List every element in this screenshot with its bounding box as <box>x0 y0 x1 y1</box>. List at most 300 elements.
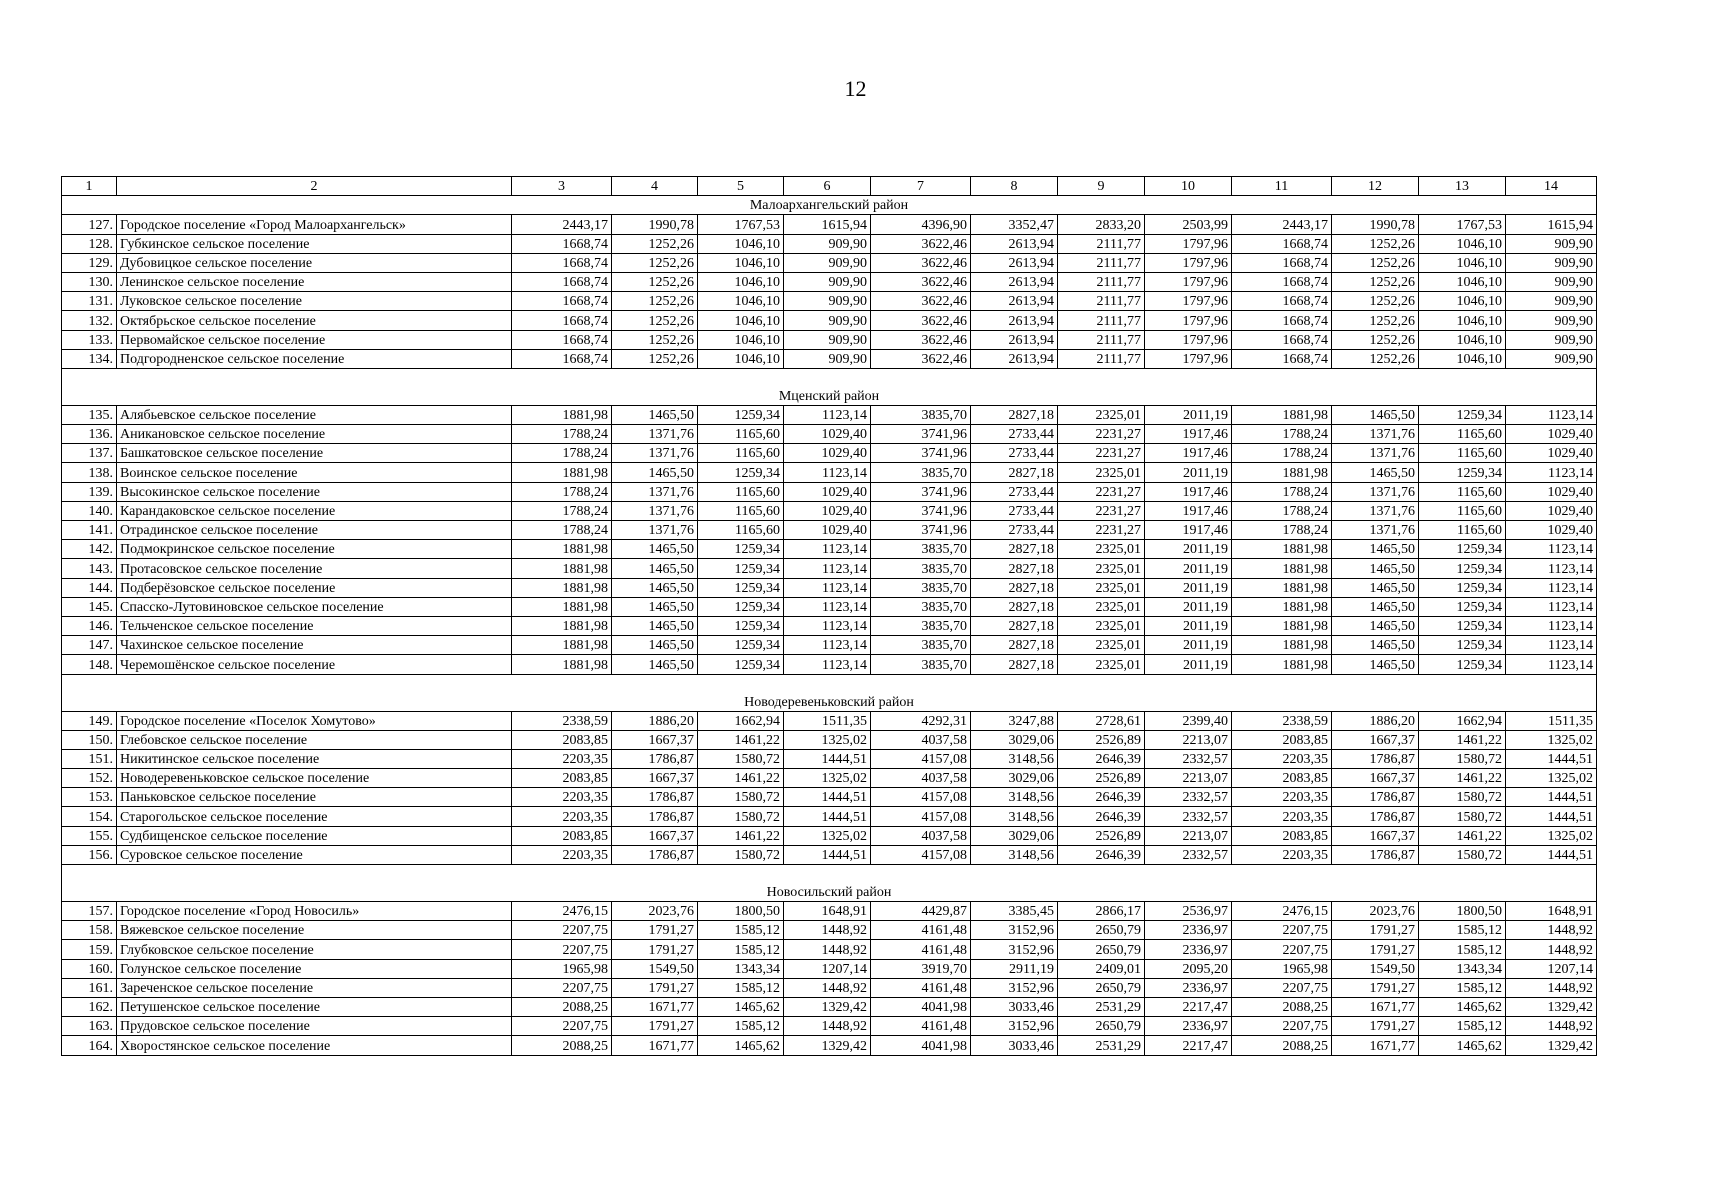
settlement-name: Подберёзовское сельское поселение <box>117 578 512 597</box>
value-cell-col-6: 1329,42 <box>784 1036 871 1055</box>
value-cell-col-14: 1029,40 <box>1506 444 1597 463</box>
value-cell-col-8: 3152,96 <box>971 1017 1058 1036</box>
value-cell-col-13: 1343,34 <box>1419 959 1506 978</box>
value-cell-col-10: 2213,07 <box>1145 826 1232 845</box>
value-cell-col-11: 1881,98 <box>1232 636 1332 655</box>
value-cell-col-14: 1123,14 <box>1506 405 1597 424</box>
value-cell-col-5: 1046,10 <box>698 330 784 349</box>
value-cell-col-11: 1881,98 <box>1232 405 1332 424</box>
value-cell-col-3: 1668,74 <box>512 272 612 291</box>
value-cell-col-10: 2213,07 <box>1145 769 1232 788</box>
value-cell-col-10: 1917,46 <box>1145 521 1232 540</box>
value-cell-col-5: 1046,10 <box>698 272 784 291</box>
value-cell-col-3: 1881,98 <box>512 616 612 635</box>
column-number-row <box>62 177 1597 196</box>
value-cell-col-9: 2650,79 <box>1058 1017 1145 1036</box>
value-cell-col-11: 2207,75 <box>1232 1017 1332 1036</box>
value-cell-col-4: 1671,77 <box>612 997 698 1016</box>
value-cell-col-13: 1259,34 <box>1419 636 1506 655</box>
table-row <box>62 463 1597 482</box>
value-cell-col-14: 1444,51 <box>1506 749 1597 768</box>
settlement-name: Прудовское сельское поселение <box>117 1017 512 1036</box>
value-cell-col-12: 1465,50 <box>1332 597 1419 616</box>
value-cell-col-8: 3029,06 <box>971 826 1058 845</box>
value-cell-col-12: 1371,76 <box>1332 482 1419 501</box>
settlement-name: Октябрьское сельское поселение <box>117 311 512 330</box>
value-cell-col-12: 1886,20 <box>1332 711 1419 730</box>
value-cell-col-6: 1123,14 <box>784 597 871 616</box>
table-row <box>62 559 1597 578</box>
value-cell-col-7: 3835,70 <box>871 597 971 616</box>
value-cell-col-8: 3385,45 <box>971 902 1058 921</box>
value-cell-col-4: 1791,27 <box>612 1017 698 1036</box>
value-cell-col-6: 1511,35 <box>784 711 871 730</box>
page-number: 12 <box>844 76 867 101</box>
value-cell-col-12: 1671,77 <box>1332 1036 1419 1055</box>
column-number-12: 12 <box>1332 177 1419 196</box>
value-cell-col-4: 1371,76 <box>612 501 698 520</box>
settlement-name: Дубовицкое сельское поселение <box>117 253 512 272</box>
value-cell-col-5: 1165,60 <box>698 425 784 444</box>
value-cell-col-12: 1791,27 <box>1332 940 1419 959</box>
value-cell-col-12: 1667,37 <box>1332 769 1419 788</box>
value-cell-col-13: 1259,34 <box>1419 616 1506 635</box>
settlement-name: Луковское сельское поселение <box>117 292 512 311</box>
value-cell-col-14: 909,90 <box>1506 272 1597 291</box>
value-cell-col-13: 1046,10 <box>1419 234 1506 253</box>
value-cell-col-11: 1788,24 <box>1232 482 1332 501</box>
value-cell-col-3: 1881,98 <box>512 655 612 674</box>
value-cell-col-4: 1786,87 <box>612 845 698 864</box>
settlement-name: Аникановское сельское поселение <box>117 425 512 444</box>
value-cell-col-9: 2646,39 <box>1058 845 1145 864</box>
value-cell-col-14: 1444,51 <box>1506 788 1597 807</box>
settlement-name: Подмокринское сельское поселение <box>117 540 512 559</box>
value-cell-col-11: 1881,98 <box>1232 540 1332 559</box>
value-cell-col-13: 1465,62 <box>1419 1036 1506 1055</box>
value-cell-col-9: 2111,77 <box>1058 272 1145 291</box>
value-cell-col-14: 1029,40 <box>1506 482 1597 501</box>
row-number: 137. <box>62 444 117 463</box>
value-cell-col-8: 3033,46 <box>971 1036 1058 1055</box>
value-cell-col-9: 2650,79 <box>1058 921 1145 940</box>
value-cell-col-13: 1580,72 <box>1419 749 1506 768</box>
value-cell-col-3: 1788,24 <box>512 501 612 520</box>
value-cell-col-10: 2536,97 <box>1145 902 1232 921</box>
value-cell-col-4: 1465,50 <box>612 559 698 578</box>
row-number: 150. <box>62 730 117 749</box>
value-cell-col-10: 2011,19 <box>1145 463 1232 482</box>
value-cell-col-3: 2207,75 <box>512 1017 612 1036</box>
value-cell-col-3: 1788,24 <box>512 444 612 463</box>
value-cell-col-7: 4429,87 <box>871 902 971 921</box>
row-number: 133. <box>62 330 117 349</box>
value-cell-col-13: 1259,34 <box>1419 578 1506 597</box>
value-cell-col-5: 1461,22 <box>698 730 784 749</box>
value-cell-col-8: 2827,18 <box>971 636 1058 655</box>
value-cell-col-10: 2332,57 <box>1145 807 1232 826</box>
table-row <box>62 807 1597 826</box>
row-number: 158. <box>62 921 117 940</box>
value-cell-col-14: 1329,42 <box>1506 997 1597 1016</box>
value-cell-col-5: 1259,34 <box>698 578 784 597</box>
value-cell-col-11: 2083,85 <box>1232 769 1332 788</box>
table-row <box>62 921 1597 940</box>
value-cell-col-9: 2111,77 <box>1058 234 1145 253</box>
value-cell-col-8: 2613,94 <box>971 234 1058 253</box>
column-number-6: 6 <box>784 177 871 196</box>
row-number: 138. <box>62 463 117 482</box>
settlement-name: Алябьевское сельское поселение <box>117 405 512 424</box>
table-row <box>62 425 1597 444</box>
row-number: 147. <box>62 636 117 655</box>
row-number: 148. <box>62 655 117 674</box>
value-cell-col-9: 2231,27 <box>1058 501 1145 520</box>
value-cell-col-7: 4157,08 <box>871 807 971 826</box>
value-cell-col-11: 1788,24 <box>1232 501 1332 520</box>
value-cell-col-12: 1252,26 <box>1332 292 1419 311</box>
settlement-name: Городское поселение «Город Малоархангельск» <box>117 215 512 234</box>
settlement-name: Подгородненское сельское поселение <box>117 349 512 368</box>
value-cell-col-5: 1580,72 <box>698 845 784 864</box>
district-title: Новодеревеньковский район <box>62 674 1597 711</box>
value-cell-col-6: 1029,40 <box>784 521 871 540</box>
value-cell-col-7: 3835,70 <box>871 405 971 424</box>
value-cell-col-3: 1668,74 <box>512 253 612 272</box>
value-cell-col-14: 1448,92 <box>1506 921 1597 940</box>
value-cell-col-6: 1444,51 <box>784 845 871 864</box>
value-cell-col-6: 1207,14 <box>784 959 871 978</box>
value-cell-col-11: 2083,85 <box>1232 826 1332 845</box>
settlement-name: Глебовское сельское поселение <box>117 730 512 749</box>
table-row <box>62 578 1597 597</box>
value-cell-col-6: 1123,14 <box>784 540 871 559</box>
value-cell-col-3: 1668,74 <box>512 292 612 311</box>
value-cell-col-5: 1259,34 <box>698 616 784 635</box>
value-cell-col-9: 2833,20 <box>1058 215 1145 234</box>
value-cell-col-7: 3622,46 <box>871 330 971 349</box>
value-cell-col-3: 1788,24 <box>512 521 612 540</box>
value-cell-col-4: 1371,76 <box>612 444 698 463</box>
value-cell-col-9: 2728,61 <box>1058 711 1145 730</box>
value-cell-col-10: 2011,19 <box>1145 405 1232 424</box>
value-cell-col-9: 2231,27 <box>1058 482 1145 501</box>
settlement-name: Голунское сельское поселение <box>117 959 512 978</box>
value-cell-col-12: 1371,76 <box>1332 444 1419 463</box>
district-header-row <box>62 674 1597 711</box>
value-cell-col-9: 2325,01 <box>1058 578 1145 597</box>
value-cell-col-4: 1465,50 <box>612 540 698 559</box>
value-cell-col-3: 2203,35 <box>512 807 612 826</box>
value-cell-col-9: 2111,77 <box>1058 253 1145 272</box>
table-row <box>62 636 1597 655</box>
value-cell-col-5: 1585,12 <box>698 921 784 940</box>
value-cell-col-7: 3835,70 <box>871 463 971 482</box>
value-cell-col-14: 1615,94 <box>1506 215 1597 234</box>
value-cell-col-6: 1123,14 <box>784 463 871 482</box>
value-cell-col-7: 4161,48 <box>871 921 971 940</box>
value-cell-col-6: 1448,92 <box>784 978 871 997</box>
value-cell-col-6: 1123,14 <box>784 578 871 597</box>
value-cell-col-13: 1800,50 <box>1419 902 1506 921</box>
row-number: 144. <box>62 578 117 597</box>
row-number: 143. <box>62 559 117 578</box>
settlement-name: Хворостянское сельское поселение <box>117 1036 512 1055</box>
value-cell-col-5: 1585,12 <box>698 978 784 997</box>
value-cell-col-11: 1788,24 <box>1232 444 1332 463</box>
value-cell-col-7: 3622,46 <box>871 253 971 272</box>
value-cell-col-6: 909,90 <box>784 292 871 311</box>
value-cell-col-10: 2095,20 <box>1145 959 1232 978</box>
value-cell-col-14: 909,90 <box>1506 330 1597 349</box>
row-number: 155. <box>62 826 117 845</box>
value-cell-col-14: 1123,14 <box>1506 597 1597 616</box>
value-cell-col-10: 2399,40 <box>1145 711 1232 730</box>
value-cell-col-10: 1797,96 <box>1145 253 1232 272</box>
value-cell-col-10: 1917,46 <box>1145 482 1232 501</box>
value-cell-col-8: 3029,06 <box>971 730 1058 749</box>
value-cell-col-5: 1343,34 <box>698 959 784 978</box>
value-cell-col-11: 1668,74 <box>1232 349 1332 368</box>
value-cell-col-13: 1259,34 <box>1419 597 1506 616</box>
value-cell-col-5: 1046,10 <box>698 234 784 253</box>
row-number: 145. <box>62 597 117 616</box>
value-cell-col-12: 1252,26 <box>1332 311 1419 330</box>
value-cell-col-13: 1165,60 <box>1419 482 1506 501</box>
value-cell-col-3: 2207,75 <box>512 921 612 940</box>
value-cell-col-12: 1371,76 <box>1332 425 1419 444</box>
value-cell-col-10: 2336,97 <box>1145 921 1232 940</box>
row-number: 136. <box>62 425 117 444</box>
table-row <box>62 311 1597 330</box>
value-cell-col-6: 1444,51 <box>784 749 871 768</box>
row-number: 131. <box>62 292 117 311</box>
table-row <box>62 940 1597 959</box>
value-cell-col-9: 2325,01 <box>1058 636 1145 655</box>
value-cell-col-4: 1371,76 <box>612 425 698 444</box>
value-cell-col-7: 4157,08 <box>871 845 971 864</box>
value-cell-col-3: 2083,85 <box>512 826 612 845</box>
value-cell-col-10: 2332,57 <box>1145 788 1232 807</box>
value-cell-col-3: 2088,25 <box>512 997 612 1016</box>
value-cell-col-6: 1123,14 <box>784 655 871 674</box>
value-cell-col-5: 1259,34 <box>698 540 784 559</box>
value-cell-col-7: 4157,08 <box>871 788 971 807</box>
row-number: 149. <box>62 711 117 730</box>
value-cell-col-8: 2733,44 <box>971 482 1058 501</box>
value-cell-col-3: 1788,24 <box>512 482 612 501</box>
value-cell-col-11: 2203,35 <box>1232 749 1332 768</box>
value-cell-col-13: 1046,10 <box>1419 311 1506 330</box>
value-cell-col-12: 1786,87 <box>1332 845 1419 864</box>
value-cell-col-5: 1165,60 <box>698 444 784 463</box>
table-row <box>62 788 1597 807</box>
value-cell-col-13: 1046,10 <box>1419 272 1506 291</box>
value-cell-col-4: 1786,87 <box>612 807 698 826</box>
value-cell-col-3: 1881,98 <box>512 540 612 559</box>
value-cell-col-3: 2338,59 <box>512 711 612 730</box>
value-cell-col-5: 1461,22 <box>698 826 784 845</box>
value-cell-col-3: 1668,74 <box>512 330 612 349</box>
value-cell-col-7: 4037,58 <box>871 730 971 749</box>
value-cell-col-9: 2325,01 <box>1058 559 1145 578</box>
value-cell-col-12: 1371,76 <box>1332 521 1419 540</box>
table-row <box>62 978 1597 997</box>
district-title: Новосильский район <box>62 865 1597 902</box>
row-number: 153. <box>62 788 117 807</box>
value-cell-col-3: 1881,98 <box>512 405 612 424</box>
value-cell-col-8: 2613,94 <box>971 292 1058 311</box>
settlement-name: Суровское сельское поселение <box>117 845 512 864</box>
value-cell-col-10: 2336,97 <box>1145 1017 1232 1036</box>
column-number-5: 5 <box>698 177 784 196</box>
value-cell-col-14: 1444,51 <box>1506 845 1597 864</box>
value-cell-col-14: 1448,92 <box>1506 978 1597 997</box>
table-row <box>62 711 1597 730</box>
value-cell-col-13: 1259,34 <box>1419 559 1506 578</box>
value-cell-col-13: 1046,10 <box>1419 253 1506 272</box>
value-cell-col-14: 1123,14 <box>1506 636 1597 655</box>
value-cell-col-13: 1046,10 <box>1419 330 1506 349</box>
column-number-4: 4 <box>612 177 698 196</box>
value-cell-col-11: 2203,35 <box>1232 788 1332 807</box>
value-cell-col-8: 3152,96 <box>971 921 1058 940</box>
value-cell-col-6: 909,90 <box>784 272 871 291</box>
value-cell-col-12: 1671,77 <box>1332 997 1419 1016</box>
value-cell-col-5: 1465,62 <box>698 1036 784 1055</box>
row-number: 161. <box>62 978 117 997</box>
column-number-3: 3 <box>512 177 612 196</box>
value-cell-col-5: 1165,60 <box>698 501 784 520</box>
column-number-8: 8 <box>971 177 1058 196</box>
value-cell-col-12: 1252,26 <box>1332 253 1419 272</box>
value-cell-col-7: 3741,96 <box>871 521 971 540</box>
district-title: Мценский район <box>62 368 1597 405</box>
value-cell-col-8: 3148,56 <box>971 788 1058 807</box>
settlement-name: Первомайское сельское поселение <box>117 330 512 349</box>
value-cell-col-12: 1252,26 <box>1332 234 1419 253</box>
value-cell-col-10: 2503,99 <box>1145 215 1232 234</box>
settlement-name: Судбищенское сельское поселение <box>117 826 512 845</box>
value-cell-col-12: 1990,78 <box>1332 215 1419 234</box>
value-cell-col-10: 1797,96 <box>1145 272 1232 291</box>
value-cell-col-7: 4157,08 <box>871 749 971 768</box>
value-cell-col-11: 1668,74 <box>1232 234 1332 253</box>
row-number: 139. <box>62 482 117 501</box>
value-cell-col-9: 2231,27 <box>1058 521 1145 540</box>
value-cell-col-14: 1029,40 <box>1506 521 1597 540</box>
settlement-name: Новодеревеньковское сельское поселение <box>117 769 512 788</box>
value-cell-col-8: 2827,18 <box>971 405 1058 424</box>
value-cell-col-11: 2088,25 <box>1232 1036 1332 1055</box>
value-cell-col-9: 2111,77 <box>1058 311 1145 330</box>
value-cell-col-4: 1371,76 <box>612 521 698 540</box>
row-number: 129. <box>62 253 117 272</box>
value-cell-col-3: 2083,85 <box>512 769 612 788</box>
value-cell-col-6: 1444,51 <box>784 807 871 826</box>
settlement-name: Тельченское сельское поселение <box>117 616 512 635</box>
value-cell-col-13: 1259,34 <box>1419 655 1506 674</box>
value-cell-col-10: 1797,96 <box>1145 330 1232 349</box>
value-cell-col-13: 1259,34 <box>1419 540 1506 559</box>
value-cell-col-14: 909,90 <box>1506 234 1597 253</box>
settlement-name: Петушенское сельское поселение <box>117 997 512 1016</box>
value-cell-col-13: 1046,10 <box>1419 349 1506 368</box>
value-cell-col-7: 3622,46 <box>871 349 971 368</box>
value-cell-col-4: 1252,26 <box>612 292 698 311</box>
value-cell-col-12: 1667,37 <box>1332 730 1419 749</box>
value-cell-col-10: 2332,57 <box>1145 845 1232 864</box>
value-cell-col-11: 2207,75 <box>1232 940 1332 959</box>
table-row <box>62 444 1597 463</box>
value-cell-col-11: 2203,35 <box>1232 807 1332 826</box>
value-cell-col-6: 1325,02 <box>784 730 871 749</box>
district-header-row <box>62 368 1597 405</box>
value-cell-col-11: 2207,75 <box>1232 978 1332 997</box>
value-cell-col-12: 1465,50 <box>1332 540 1419 559</box>
value-cell-col-13: 1767,53 <box>1419 215 1506 234</box>
value-cell-col-10: 2011,19 <box>1145 578 1232 597</box>
value-cell-col-3: 2083,85 <box>512 730 612 749</box>
value-cell-col-10: 1917,46 <box>1145 444 1232 463</box>
column-number-13: 13 <box>1419 177 1506 196</box>
value-cell-col-11: 2338,59 <box>1232 711 1332 730</box>
row-number: 127. <box>62 215 117 234</box>
value-cell-col-7: 3741,96 <box>871 482 971 501</box>
value-cell-col-8: 3352,47 <box>971 215 1058 234</box>
value-cell-col-6: 1123,14 <box>784 636 871 655</box>
value-cell-col-12: 1465,50 <box>1332 636 1419 655</box>
value-cell-col-7: 4161,48 <box>871 1017 971 1036</box>
value-cell-col-5: 1662,94 <box>698 711 784 730</box>
value-cell-col-7: 3622,46 <box>871 272 971 291</box>
value-cell-col-7: 4396,90 <box>871 215 971 234</box>
value-cell-col-14: 1444,51 <box>1506 807 1597 826</box>
table-row <box>62 540 1597 559</box>
value-cell-col-14: 909,90 <box>1506 311 1597 330</box>
value-cell-col-11: 1881,98 <box>1232 655 1332 674</box>
value-cell-col-13: 1580,72 <box>1419 807 1506 826</box>
row-number: 135. <box>62 405 117 424</box>
value-cell-col-10: 2011,19 <box>1145 559 1232 578</box>
value-cell-col-13: 1461,22 <box>1419 730 1506 749</box>
value-cell-col-7: 4037,58 <box>871 769 971 788</box>
value-cell-col-9: 2646,39 <box>1058 749 1145 768</box>
value-cell-col-9: 2325,01 <box>1058 616 1145 635</box>
value-cell-col-7: 3741,96 <box>871 425 971 444</box>
value-cell-col-7: 3741,96 <box>871 501 971 520</box>
value-cell-col-7: 3622,46 <box>871 234 971 253</box>
table-row <box>62 845 1597 864</box>
value-cell-col-5: 1767,53 <box>698 215 784 234</box>
value-cell-col-3: 2207,75 <box>512 940 612 959</box>
settlement-name: Губкинское сельское поселение <box>117 234 512 253</box>
value-cell-col-8: 2827,18 <box>971 578 1058 597</box>
value-cell-col-5: 1259,34 <box>698 463 784 482</box>
table-row <box>62 959 1597 978</box>
value-cell-col-10: 2336,97 <box>1145 978 1232 997</box>
value-cell-col-4: 1252,26 <box>612 234 698 253</box>
table-body <box>62 177 1597 1056</box>
value-cell-col-8: 3247,88 <box>971 711 1058 730</box>
value-cell-col-7: 4037,58 <box>871 826 971 845</box>
value-cell-col-5: 1259,34 <box>698 405 784 424</box>
value-cell-col-8: 2733,44 <box>971 501 1058 520</box>
row-number: 140. <box>62 501 117 520</box>
value-cell-col-13: 1259,34 <box>1419 405 1506 424</box>
value-cell-col-8: 2613,94 <box>971 311 1058 330</box>
value-cell-col-4: 1791,27 <box>612 921 698 940</box>
